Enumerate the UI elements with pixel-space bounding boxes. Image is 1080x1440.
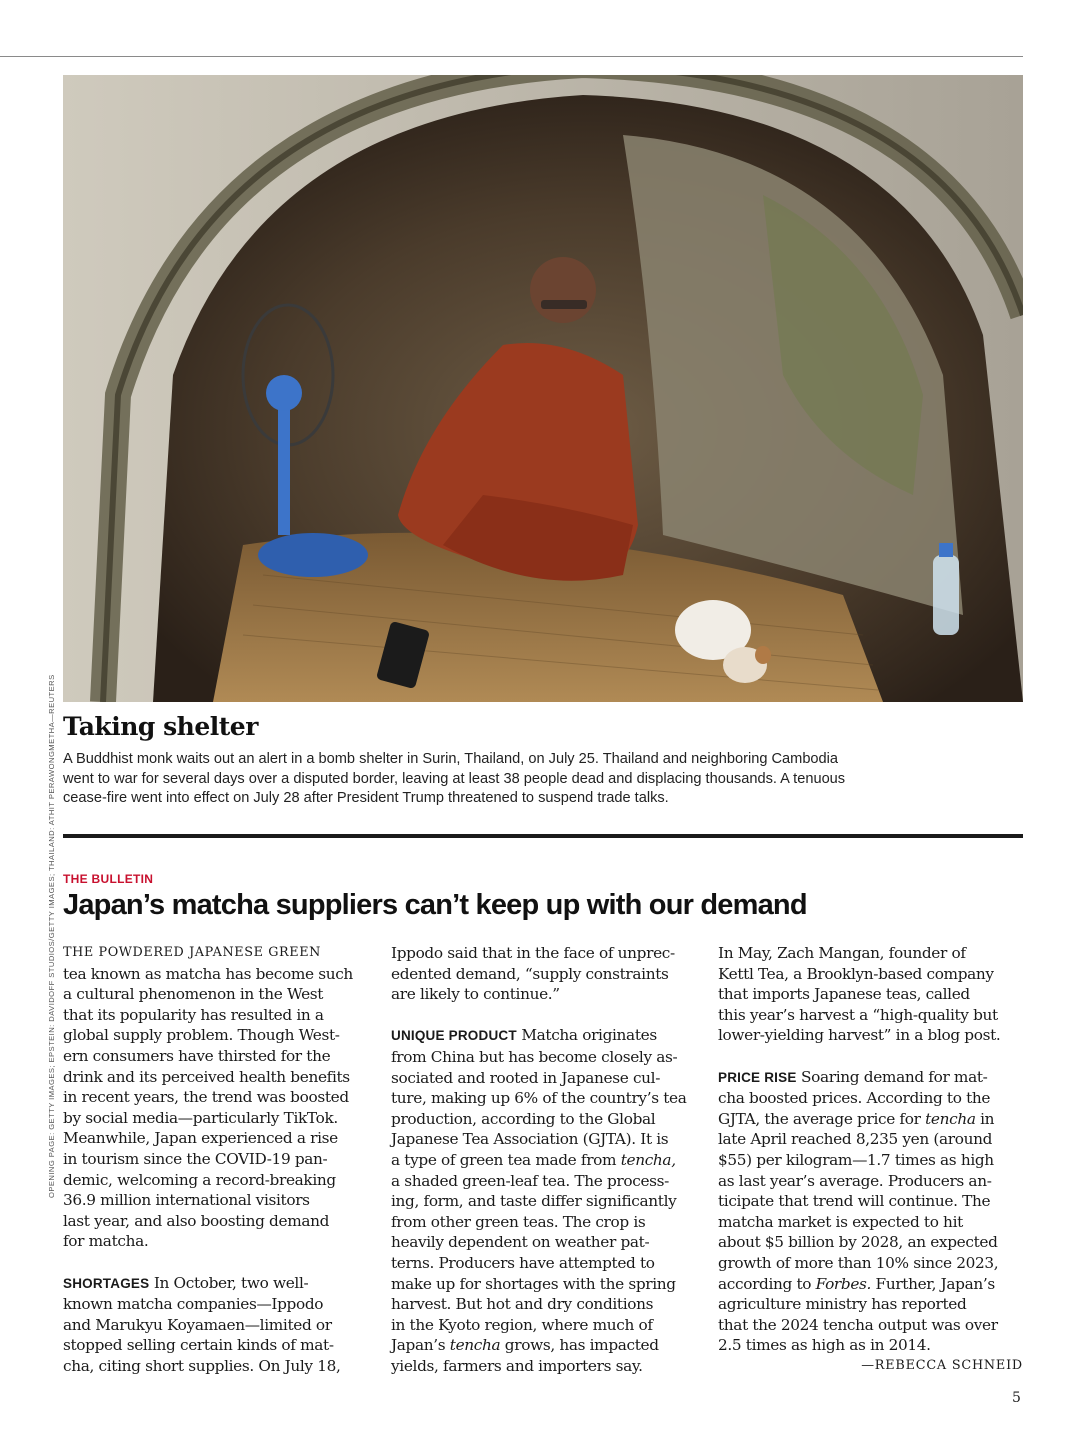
top-rule [0, 56, 1023, 57]
body-line: by social media—particularly TikTok. [63, 1108, 338, 1127]
body-line: edented demand, “supply constraints [391, 964, 669, 983]
body-line: in the Kyoto region, where much of [391, 1315, 653, 1334]
caption-line: A Buddhist monk waits out an alert in a bomb shelter in Surin, Thailand, on July 25. Thailand and neighboring Cambodia [63, 751, 839, 767]
article-headline: Japan’s matcha suppliers can’t keep up with our demand [63, 889, 807, 921]
bomb-shelter-photo [63, 75, 1023, 702]
body-line: late April reached 8,235 yen (around [718, 1130, 993, 1149]
italic-term: Forbes. [815, 1274, 872, 1293]
body-line: harvest. But hot and dry conditions [391, 1295, 654, 1314]
body-line: known matcha companies—Ippodo [63, 1295, 324, 1314]
body-line: in tourism since the COVID-19 pan- [63, 1149, 328, 1168]
body-line: In May, Zach Mangan, founder of [718, 944, 966, 962]
photo-credits-text: OPENING PAGE: GETTY IMAGES; EPSTEIN: DAVIDOFF STUDIOS/GETTY IMAGES; THAILAND: ATHIT PERAWONGMETHA—REUTERS [47, 674, 56, 1198]
body-line: ern consumers have thirsted for the [63, 1046, 331, 1065]
body-line: that imports Japanese teas, called [718, 985, 970, 1004]
body-text: Further, Japan’s [871, 1274, 995, 1293]
caption-line: went to war for several days over a disputed border, leaving at least 38 people dead and displacing thousands. A tenuous [63, 770, 846, 787]
body-text: in [975, 1109, 995, 1128]
body-line: from other green teas. The crop is [391, 1212, 646, 1231]
body-line [718, 1067, 1023, 1089]
body-line: that the 2024 tencha output was over [718, 1315, 998, 1334]
body-line: this year’s harvest a “high-quality but [718, 1005, 998, 1024]
body-line: agriculture ministry has reported [718, 1295, 967, 1314]
article-column-3 [718, 943, 1023, 1376]
italic-term: tencha, [620, 1150, 676, 1169]
section-label: THE BULLETIN [63, 872, 154, 886]
body-line: growth of more than 10% since 2023, [718, 1253, 999, 1272]
body-line: Japanese Tea Association (GJTA). It is [391, 1130, 669, 1149]
body-line: last year, and also boosting demand [63, 1211, 330, 1230]
body-text: GJTA, the average price for [718, 1109, 926, 1128]
body-line: global supply problem. Though West- [63, 1026, 340, 1045]
body-line [391, 1150, 696, 1171]
article-column-1 [63, 943, 368, 1376]
body-line: ticipate that trend will continue. The [718, 1192, 991, 1211]
body-line: about $5 billion by 2028, an expected [718, 1233, 998, 1252]
body-line: in recent years, the trend was boosted [63, 1088, 349, 1107]
page-number: 5 [1012, 1390, 1021, 1406]
body-line: that its popularity has resulted in a [63, 1005, 324, 1024]
body-line [718, 1109, 1023, 1130]
body-text: grows, has impacted [500, 1336, 659, 1355]
body-line [391, 1335, 696, 1356]
photo-illustration [63, 75, 1023, 702]
italic-term: tencha [925, 1109, 976, 1128]
body-line: ing, form, and taste differ significantly [391, 1192, 677, 1211]
body-line: 2.5 times as high as in 2014. [718, 1336, 931, 1355]
body-line: Ippodo said that in the face of unprec- [391, 944, 675, 962]
body-line: lower-yielding harvest” in a blog post. [718, 1026, 1001, 1045]
body-text: according to [718, 1274, 816, 1293]
byline: —REBECCA SCHNEID [861, 1357, 1023, 1373]
runin-unique-product: UNIQUE PRODUCT [391, 1028, 517, 1044]
body-line: ture, making up 6% of the country’s tea [391, 1089, 687, 1108]
body-line: drink and its perceived health benefits [63, 1067, 350, 1086]
body-text: Soaring demand for mat- [796, 1067, 988, 1086]
article-column-2 [391, 943, 696, 1376]
body-line: for matcha. [63, 1232, 149, 1251]
section-divider [63, 834, 1023, 838]
body-text: In October, two well- [149, 1273, 309, 1292]
body-line: demic, welcoming a record-breaking [63, 1170, 336, 1189]
body-line: and Marukyu Koyamaen—limited or [63, 1315, 332, 1334]
body-line: cha boosted prices. According to the [718, 1089, 991, 1108]
body-line: Meanwhile, Japan experienced a rise [63, 1129, 338, 1148]
body-text: Japan’s [391, 1336, 450, 1355]
body-line: stopped selling certain kinds of mat- [63, 1336, 334, 1355]
runin-shortages: SHORTAGES [63, 1275, 150, 1291]
body-text: a type of green tea made from [391, 1150, 621, 1169]
body-line: cha, citing short supplies. On July 18, [63, 1356, 341, 1375]
lead-in: THE POWDERED JAPANESE GREEN [63, 945, 321, 960]
body-line: 36.9 million international visitors [63, 1191, 310, 1210]
body-line [718, 1274, 1023, 1295]
photo-caption-text [63, 750, 933, 809]
photo-caption-title: Taking shelter [63, 712, 258, 741]
body-line: Kettl Tea, a Brooklyn-based company [718, 964, 994, 983]
body-text: Matcha originates [516, 1026, 657, 1045]
caption-line: cease-fire went into effect on July 28 after President Trump threatened to suspend trade talks. [63, 790, 669, 806]
body-line: from China but has become closely as- [391, 1047, 678, 1066]
body-line: yields, farmers and importers say. [391, 1356, 643, 1375]
body-line: are likely to continue.” [391, 985, 560, 1004]
body-line: a shaded green-leaf tea. The process- [391, 1171, 669, 1190]
body-line: $55) per kilogram—1.7 times as high [718, 1150, 994, 1169]
body-line: tea known as matcha has become such [63, 964, 353, 983]
body-line [391, 1025, 696, 1047]
body-line: a cultural phenomenon in the West [63, 985, 324, 1004]
body-line: terns. Producers have attempted to [391, 1253, 655, 1272]
body-line: make up for shortages with the spring [391, 1274, 676, 1293]
body-line: production, according to the Global [391, 1109, 656, 1128]
body-line: as last year’s average. Producers an- [718, 1171, 992, 1190]
italic-term: tencha [449, 1336, 501, 1355]
body-line [63, 1273, 368, 1295]
body-line: matcha market is expected to hit [718, 1212, 963, 1231]
body-line: heavily dependent on weather pat- [391, 1233, 650, 1252]
body-line: sociated and rooted in Japanese cul- [391, 1068, 661, 1087]
runin-price-rise: PRICE RISE [718, 1069, 797, 1085]
